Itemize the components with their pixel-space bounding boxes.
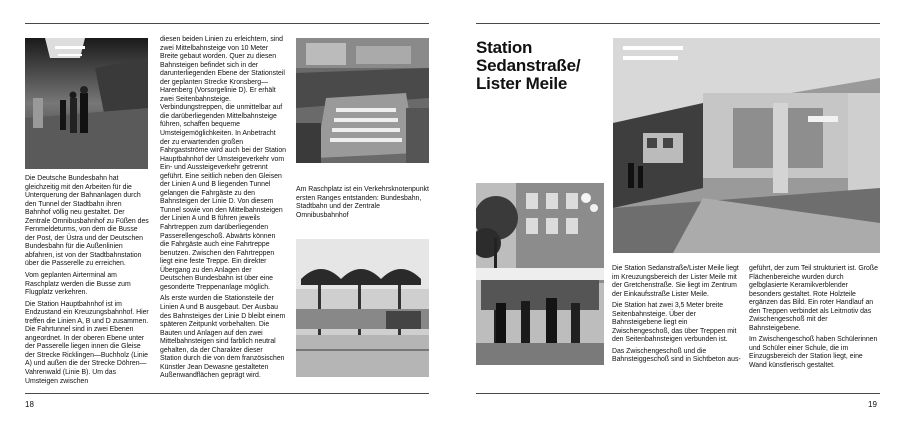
paragraph: Die Station hat zwei 3,5 Meter breite Seitenbahnsteige. Über der Bahnsteigebene liegt ein Zwischengeschoß, das über Treppen mit den Seitenbahnsteigen verbunden ist. — [612, 302, 737, 344]
photo-platform-hauptbahnhof — [25, 38, 148, 169]
photo-sedanstrasse-platform — [613, 38, 880, 253]
top-rule-right — [476, 23, 880, 24]
page-title — [476, 39, 606, 93]
paragraph: Die Deutsche Bundesbahn hat gleichzeitig mit den Arbeiten für die Unterquerung der Bahnanlagen durch den Tunnel der Stadtbahn ihren Bahnhof völlig neu gestaltet. Der Zentrale Omnibusbahnhof zu Füßen des Fernmeldeturms, von dem die Busse der Post, der Üstra und der Deutschen Bundesbahn für die Außenlinien abfahren, ist von der Stadtbahnstation über die Passerelle zu erreichen. — [25, 175, 149, 268]
paragraph: diesen beiden Linien zu erleichtern, sind zwei Mittelbahnsteige von 10 Meter Breite gebaut worden. Quer zu diesen Bahnsteigen befindet sich in der darunterliegenden Ebene der Stationsteil der geplanten Strecke Kronsberg—Harenberg (Vorsorgelinie D). Er erhält zwei Seitenbahnsteige. Verbindungstreppen, die unmittelbar auf die darüberliegenden Mittelbahnsteige führen, schaffen bequeme Umsteigemöglichkeiten. In Anbetracht der zu erwartenden großen Fahrgastströme wird auch bei der Station Hauptbahnhof der Umsteigeverkehr vom Ein- und Aussteigeverkehr getrennt geführt. Eine seitlich neben den Gleisen der Linien A und B liegenden Tunnel gelangen die Fahrgäste zu den Bahnsteigen der Linie D. Von diesem Tunnel sowie von den Mittelbahnsteigen der Linien A und B führen jeweils Fahrtreppen zum darüberliegenden Passerellengeschoß. Abwärts können die Fahrgäste auch eine Fahrtreppe benutzen. Zwischen den Fahrtreppen liegt eine feste Treppe. Ein direkter Übergang zu den Anlagen der Deutschen Bundesbahn ist über eine gesonderte Treppenanlage möglich. — [160, 36, 287, 291]
right-column-1 — [612, 265, 742, 368]
bottom-rule-left — [25, 393, 429, 394]
top-rule-left — [25, 23, 429, 24]
photo-aerial-raschplatz — [296, 38, 429, 163]
title-line: Sedanstraße/ — [476, 56, 581, 75]
photo-bus-station — [296, 239, 429, 377]
paragraph: Vom geplanten Airterminal am Raschplatz werden die Busse zum Flugplatz verkehren. — [25, 272, 131, 297]
paragraph: geführt, der zum Teil strukturiert ist. Große Flächenbereiche wurden durch gelbglasierte Keramikverblender besonders gestaltet. Rote Holzteile ergänzen das Bild. Ein roter Handlauf an den Treppen verbindet als Leitmotiv das Zwischengeschoß mit der Bahnsteigebene. — [749, 265, 878, 332]
paragraph: Das Zwischengeschoß und die Bahnsteiggeschoß sind in Sichtbeton aus- — [612, 347, 741, 364]
paragraph: Im Zwischengeschoß haben Schülerinnen und Schüler einer Schule, die im Einzugsbereich der Station liegt, eine Wand künstlerisch gestaltet. — [749, 336, 878, 370]
right-column-2 — [749, 265, 880, 374]
page-number-right: 19 — [868, 400, 877, 409]
left-column-2 — [160, 36, 286, 384]
photo-caption: Am Raschplatz ist ein Verkehrsknotenpunkt ersten Ranges entstanden: Bundesbahn, Stadtbahn und der Zentrale Omnibusbahnhof — [296, 186, 429, 219]
title-line: Station — [476, 38, 533, 57]
left-column-1 — [25, 175, 149, 389]
photo-lister-meile-street — [476, 183, 604, 365]
paragraph: Als erste wurden die Stationsteile der Linien A und B ausgebaut. Der Ausbau des Bahnsteiges der Linie D bleibt einem späteren Zeitpunkt vorbehalten. Die Bauten und Anlagen auf den zwei Mittelbahnsteigen sind farblich neutral gehalten, da der Charakter dieser Station durch die von dem französischen Künstler Jean Dewasne gestalteten Außenwandflächen geprägt wird. — [160, 295, 286, 380]
paragraph: Die Station Hauptbahnhof ist im Endzustand ein Kreuzungsbahnhof. Hier treffen die Linien A, B und D zusammen. Die Fahrtunnel sind in zwei Ebenen angeordnet. In der oberen Ebene unter der Passerelle liegen innen die Gleise der Strecke Ricklingen—Buchholz (Linie A) und außen die der Strecke Döhren—Vahrenwald (Linie B). Um das Umsteigen zwischen — [25, 300, 149, 385]
title-line: Lister Meile — [476, 74, 568, 93]
bottom-rule-right — [476, 393, 880, 394]
page-number-left: 18 — [25, 400, 34, 409]
paragraph: Die Station Sedanstraße/Lister Meile liegt im Kreuzungsbereich der Lister Meile mit der Gretchenstraße. Sie liegt im Zentrum der Einkaufsstraße Lister Meile. — [612, 265, 739, 298]
